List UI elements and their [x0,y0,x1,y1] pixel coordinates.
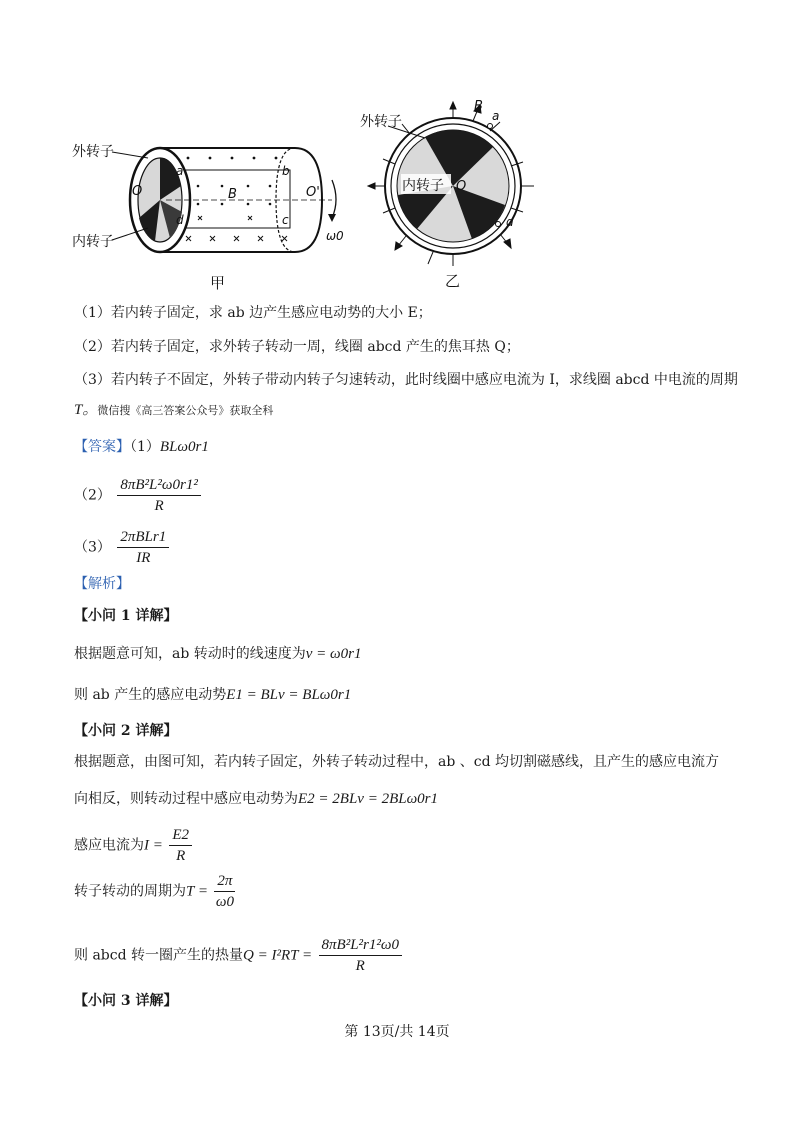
answer-tag: 【答案】 [74,439,130,455]
answer-1-formula: BLω0r1 [159,439,209,455]
answer-2-fraction [117,476,200,515]
corner-d-label-right: d [506,215,514,229]
question-3-tail-text: T。 [74,402,98,418]
q2-heading: 【小问 2 详解】 [74,723,178,739]
watermark-text: 微信搜《高三答案公众号》获取全科 [97,404,274,417]
q1-line-1-math: v = ω0r1 [305,646,362,662]
figure-right-cross-section [350,96,550,296]
corner-a-label: a [176,164,184,178]
q2-line-3-text: 感应电流为 [74,837,144,854]
answer-2-denominator: R [154,498,164,514]
omega-label: ω0 [326,229,344,243]
q2-line-3-lhs: I = [144,837,163,854]
q2-line-4 [74,872,237,911]
center-o-label-right: O [456,179,467,194]
inner-rotor-label-right: 内转子 [402,178,444,194]
q2-line-3-denominator: R [176,848,186,864]
q2-line-4-numerator: 2π [214,872,235,892]
answer-line-1 [74,437,209,457]
q2-line-1: 根据题意，由图可知，若内转子固定，外转子转动过程中，ab 、cd 均切割磁感线，且产生的感应电流方 [74,754,720,770]
q2-line-5-fraction [319,936,402,975]
corner-a-label-right: a [492,109,500,123]
outer-rotor-label: 外转子 [72,144,114,160]
figure-left-cylinder [70,100,370,300]
q2-line-5-lhs: Q = I²RT = [243,947,313,964]
q2-line-2 [74,789,438,809]
question-3-tail [74,400,273,421]
q2-line-2-math: E2 = 2BLv = 2BLω0r1 [298,791,439,807]
answer-3-fraction [117,528,169,567]
q1-heading: 【小问 1 详解】 [74,608,178,624]
figure-right-caption: 乙 [445,272,461,290]
q2-line-5-numerator: 8πB²L²r1²ω0 [319,936,402,956]
q2-line-4-denominator: ω0 [215,894,234,910]
answer-3-prefix: （3） [74,539,111,556]
q2-line-3-fraction [169,826,192,865]
q2-line-4-lhs: T = [186,883,208,900]
answer-2-prefix: （2） [74,487,111,504]
figure-left-caption: 甲 [210,274,226,292]
q1-line-2 [74,685,351,705]
wire-a [488,124,493,129]
question-2: （2）若内转子固定，求外转子转动一周，线圈 abcd 产生的焦耳热 Q； [74,339,520,355]
answer-2-numerator: 8πB²L²ω0r1² [117,476,200,496]
question-1: （1）若内转子固定，求 ab 边产生感应电动势的大小 E； [74,305,432,321]
q2-line-4-text: 转子转动的周期为 [74,883,186,900]
center-o-prime-label: O' [306,185,320,200]
q1-line-1-text: 根据题意可知，ab 转动时的线速度为 [74,646,306,662]
page-footer: 第 13页/共 14页 [344,1024,450,1040]
q2-line-5 [74,936,404,975]
q1-line-2-text: 则 ab 产生的感应电动势 [74,687,227,703]
rotation-arrow [332,180,336,218]
answer-line-2 [74,476,203,515]
field-b-label-right: B [474,99,483,114]
analysis-tag: 【解析】 [74,576,130,592]
question-3: （3）若内转子不固定，外转子带动内转子匀速转动，此时线圈中感应电流为 I，求线圈 abcd 中电流的周期 [74,372,738,388]
corner-d-label: d [176,213,184,227]
q2-line-4-fraction [214,872,235,911]
wire-d [496,222,501,227]
answer-1-prefix: （1） [130,439,160,455]
field-dots-top [187,157,278,160]
field-b-label: B [228,187,237,202]
q2-line-2-text: 向相反，则转动过程中感应电动势为 [74,791,298,807]
q1-line-1 [74,644,361,664]
q2-line-3-numerator: E2 [169,826,192,846]
q2-line-3 [74,826,194,865]
answer-3-numerator: 2πBLr1 [117,528,169,548]
answer-line-3 [74,528,171,567]
outer-rotor-label-right: 外转子 [360,114,402,130]
corner-b-label: b [282,164,290,178]
answer-3-denominator: IR [136,550,151,566]
q1-line-2-math: E1 = BLv = BLω0r1 [226,687,352,703]
corner-c-label: c [282,213,289,227]
center-o-label: O [132,184,143,199]
q2-line-5-text: 则 abcd 转一圈产生的热量 [74,947,244,964]
q3-heading: 【小问 3 详解】 [74,993,178,1009]
q2-line-5-denominator: R [355,958,365,974]
inner-rotor-label: 内转子 [72,234,114,250]
